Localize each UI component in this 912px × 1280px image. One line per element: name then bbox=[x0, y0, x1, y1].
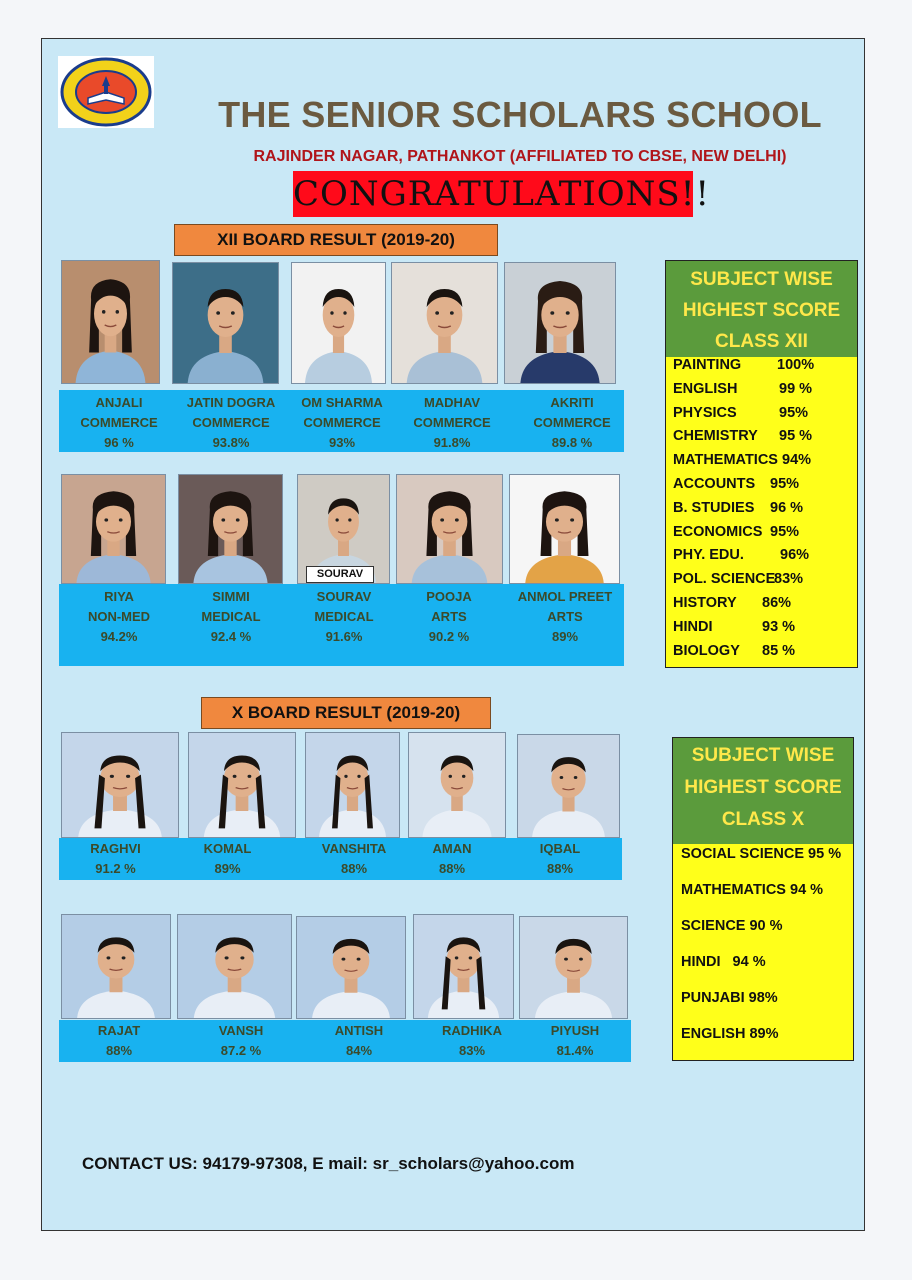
xii-student-photo bbox=[391, 262, 498, 384]
xii-student-stream: ARTS bbox=[547, 609, 583, 624]
xii-subject-score: 95% bbox=[770, 476, 800, 492]
xii-subject-row bbox=[673, 452, 811, 468]
xii-subject-name: ACCOUNTS bbox=[673, 476, 756, 492]
x-subject-row: SOCIAL SCIENCE 95 % bbox=[681, 846, 842, 862]
xii-student-name: ANMOL PREET bbox=[517, 589, 613, 604]
x-student-photo bbox=[413, 914, 514, 1019]
xii-student-name: MADHAV bbox=[423, 395, 481, 410]
x-subject-header bbox=[673, 738, 853, 844]
xii-student-stream: COMMERCE bbox=[533, 415, 611, 430]
x-subject-box bbox=[672, 737, 854, 1061]
xii-subject-score: 86% bbox=[762, 595, 792, 611]
xii-subject-box bbox=[665, 260, 858, 668]
xii-student-photo bbox=[396, 474, 503, 584]
xii-student-score: 93.8% bbox=[212, 435, 250, 450]
x-student-score: 88% bbox=[340, 861, 368, 876]
xii-subject-name: PAINTING bbox=[673, 357, 742, 373]
xii-student-stream: NON-MED bbox=[87, 609, 151, 624]
x-subject-row: PUNJABI 98% bbox=[681, 990, 778, 1006]
xii-student-photo bbox=[61, 474, 166, 584]
xii-student-name: SOURAV bbox=[316, 589, 372, 604]
x-student-photo bbox=[188, 732, 296, 838]
xii-student-stream: ARTS bbox=[431, 609, 467, 624]
x-student-card bbox=[302, 839, 406, 879]
x-student-photo bbox=[61, 914, 171, 1019]
xii-subject-header bbox=[666, 261, 857, 357]
x-student-score: 88% bbox=[546, 861, 574, 876]
x-student-score: 89% bbox=[214, 861, 241, 876]
xii-subject-title-line3: CLASS XII bbox=[715, 331, 808, 352]
xii-student-photo bbox=[178, 474, 283, 584]
xii-subject-row bbox=[673, 381, 737, 397]
xii-student-score: 89% bbox=[551, 629, 579, 644]
xii-subject-name: ECONOMICS bbox=[673, 523, 763, 540]
xii-subject-row bbox=[673, 571, 775, 587]
contact-info: CONTACT US: 94179-97308, E mail: sr_scholars@yahoo.com bbox=[82, 1154, 575, 1173]
xii-subject-row bbox=[673, 619, 712, 635]
x-student-name: RAGHVI bbox=[90, 841, 141, 856]
x-subject-row: SCIENCE 90 % bbox=[681, 918, 783, 934]
x-student-name: ANTISH bbox=[334, 1023, 384, 1038]
xii-student-card bbox=[397, 587, 501, 647]
xii-student-score: 92.4 % bbox=[210, 629, 252, 644]
x-student-photo bbox=[177, 914, 292, 1019]
x-student-score: 87.2 % bbox=[220, 1043, 262, 1058]
photo-name-caption: SOURAV bbox=[306, 566, 374, 583]
xii-student-score: 94.2% bbox=[100, 629, 138, 644]
xii-student-photo bbox=[172, 262, 279, 384]
x-student-photo bbox=[517, 734, 620, 838]
x-student-photo bbox=[408, 732, 506, 838]
x-student-name: VANSHITA bbox=[321, 841, 387, 856]
xii-student-photo bbox=[509, 474, 620, 584]
x-student-name: AMAN bbox=[432, 841, 472, 856]
x-subject-row: HINDI 94 % bbox=[681, 954, 766, 970]
x-student-card bbox=[530, 1021, 620, 1061]
school-logo bbox=[58, 56, 154, 128]
xii-student-card bbox=[292, 393, 392, 453]
xii-subject-score: 95% bbox=[779, 404, 809, 421]
xii-student-stream: COMMERCE bbox=[80, 415, 158, 430]
xii-subject-row bbox=[673, 547, 744, 563]
x-student-name: VANSH bbox=[218, 1023, 264, 1038]
x-student-card bbox=[68, 839, 163, 879]
xii-student-stream: MEDICAL bbox=[201, 609, 261, 624]
xii-student-name: AKRITI bbox=[550, 395, 594, 410]
xii-subject-name: HINDI bbox=[673, 618, 713, 635]
xii-student-stream: COMMERCE bbox=[192, 415, 270, 430]
xii-student-card bbox=[59, 587, 179, 647]
xii-subject-score: 96% bbox=[780, 547, 810, 564]
x-student-photo bbox=[61, 732, 179, 838]
xii-student-photo bbox=[61, 260, 160, 384]
x-section-title: X BOARD RESULT (2019-20) bbox=[201, 697, 491, 729]
x-student-score: 84% bbox=[345, 1043, 373, 1058]
x-student-photo bbox=[305, 732, 400, 838]
xii-subject-score: 96 % bbox=[770, 499, 804, 516]
x-student-card bbox=[180, 839, 275, 879]
xii-student-name: JATIN DOGRA bbox=[186, 395, 276, 410]
xii-subject-score: 95% bbox=[770, 523, 800, 540]
x-subject-title-line3: CLASS X bbox=[721, 809, 805, 830]
xii-subject-name: MATHEMATICS bbox=[673, 452, 778, 469]
xii-subject-row bbox=[673, 357, 741, 373]
xii-student-name: RIYA bbox=[104, 589, 134, 604]
xii-subject-row bbox=[673, 643, 740, 659]
xii-student-name: ANJALI bbox=[95, 395, 143, 410]
x-student-photo bbox=[519, 916, 628, 1019]
xii-student-score: 91.8% bbox=[433, 435, 471, 450]
xii-subject-row bbox=[673, 428, 758, 444]
xii-subject-name: PHY. EDU. bbox=[673, 547, 744, 564]
x-student-name: PIYUSH bbox=[550, 1023, 600, 1038]
x-student-card bbox=[314, 1021, 404, 1061]
x-student-name: KOMAL bbox=[203, 841, 252, 856]
xii-student-card bbox=[180, 587, 282, 647]
x-student-score: 88% bbox=[105, 1043, 133, 1058]
xii-student-name: POOJA bbox=[426, 589, 472, 604]
xii-subject-name: ENGLISH bbox=[673, 380, 738, 397]
xii-student-card bbox=[299, 587, 389, 647]
school-address: RAJINDER NAGAR, PATHANKOT (AFFILIATED TO CBSE, NEW DELHI) bbox=[253, 148, 787, 165]
xii-subject-score: 99 % bbox=[779, 380, 813, 397]
x-student-card bbox=[419, 1021, 525, 1061]
xii-subject-score: 95 % bbox=[779, 428, 813, 445]
xii-subject-name: POL. SCIENCE bbox=[673, 571, 776, 588]
xii-subject-score: 85 % bbox=[762, 642, 796, 659]
xii-student-photo bbox=[504, 262, 616, 384]
x-student-name: RADHIKA bbox=[442, 1023, 502, 1038]
xii-student-score: 91.6% bbox=[325, 629, 363, 644]
xii-subject-row bbox=[673, 476, 755, 492]
xii-student-name: SIMMI bbox=[212, 589, 250, 604]
x-subject-row: ENGLISH 89% bbox=[681, 1026, 779, 1042]
xii-student-photo bbox=[291, 262, 386, 384]
x-subject-row: MATHEMATICS 94 % bbox=[681, 882, 824, 898]
xii-subject-row bbox=[673, 500, 754, 516]
xii-subject-name: CHEMISTRY bbox=[673, 428, 758, 445]
xii-subject-title-line1: SUBJECT WISE bbox=[690, 269, 833, 290]
xii-student-stream: COMMERCE bbox=[413, 415, 491, 430]
xii-subject-score: 100% bbox=[777, 357, 815, 373]
xii-subject-name: HISTORY bbox=[673, 595, 737, 611]
xii-student-score: 93% bbox=[328, 435, 356, 450]
xii-subject-name: B. STUDIES bbox=[673, 499, 755, 516]
xii-subject-row bbox=[673, 405, 737, 421]
x-student-score: 91.2 % bbox=[95, 861, 136, 876]
xii-subject-name: PHYSICS bbox=[673, 404, 737, 421]
x-student-card bbox=[196, 1021, 286, 1061]
x-student-score: 83% bbox=[458, 1043, 486, 1058]
x-subject-list bbox=[673, 844, 853, 1060]
x-student-score: 81.4% bbox=[556, 1043, 594, 1058]
xii-student-score: 96 % bbox=[104, 435, 134, 450]
x-student-photo bbox=[296, 916, 406, 1019]
xii-section-title: XII BOARD RESULT (2019-20) bbox=[174, 224, 498, 256]
xii-subject-score: 83% bbox=[774, 571, 804, 588]
x-student-score: 88% bbox=[438, 861, 466, 876]
x-student-card bbox=[74, 1021, 164, 1061]
xii-student-card bbox=[509, 587, 621, 647]
xii-student-stream: COMMERCE bbox=[303, 415, 381, 430]
xii-student-card bbox=[520, 393, 624, 453]
xii-student-card bbox=[59, 393, 179, 453]
school-name: THE SENIOR SCHOLARS SCHOOL bbox=[218, 94, 822, 135]
xii-subject-name: BIOLOGY bbox=[673, 642, 740, 659]
x-subject-title-line2: HIGHEST SCORE bbox=[684, 777, 842, 798]
xii-student-card bbox=[179, 393, 283, 453]
xii-student-name: OM SHARMA bbox=[301, 395, 383, 410]
x-subject-title-line1: SUBJECT WISE bbox=[691, 745, 835, 766]
xii-student-card bbox=[405, 393, 499, 453]
congratulations-banner: CONGRATULATIONS!! bbox=[293, 171, 693, 217]
x-student-name: RAJAT bbox=[97, 1023, 141, 1038]
xii-student-stream: MEDICAL bbox=[314, 609, 374, 624]
xii-student-score: 89.8 % bbox=[551, 435, 593, 450]
xii-subject-title-line2: HIGHEST SCORE bbox=[682, 300, 841, 321]
x-student-name: IQBAL bbox=[539, 841, 581, 856]
xii-subject-row bbox=[673, 524, 762, 540]
x-student-card bbox=[517, 839, 603, 879]
x-student-card bbox=[409, 839, 495, 879]
xii-subject-row bbox=[673, 595, 737, 611]
xii-subject-score: 94% bbox=[777, 452, 812, 469]
xii-subject-score: 93 % bbox=[762, 618, 796, 635]
xii-subject-list bbox=[666, 357, 857, 667]
xii-student-score: 90.2 % bbox=[428, 629, 470, 644]
